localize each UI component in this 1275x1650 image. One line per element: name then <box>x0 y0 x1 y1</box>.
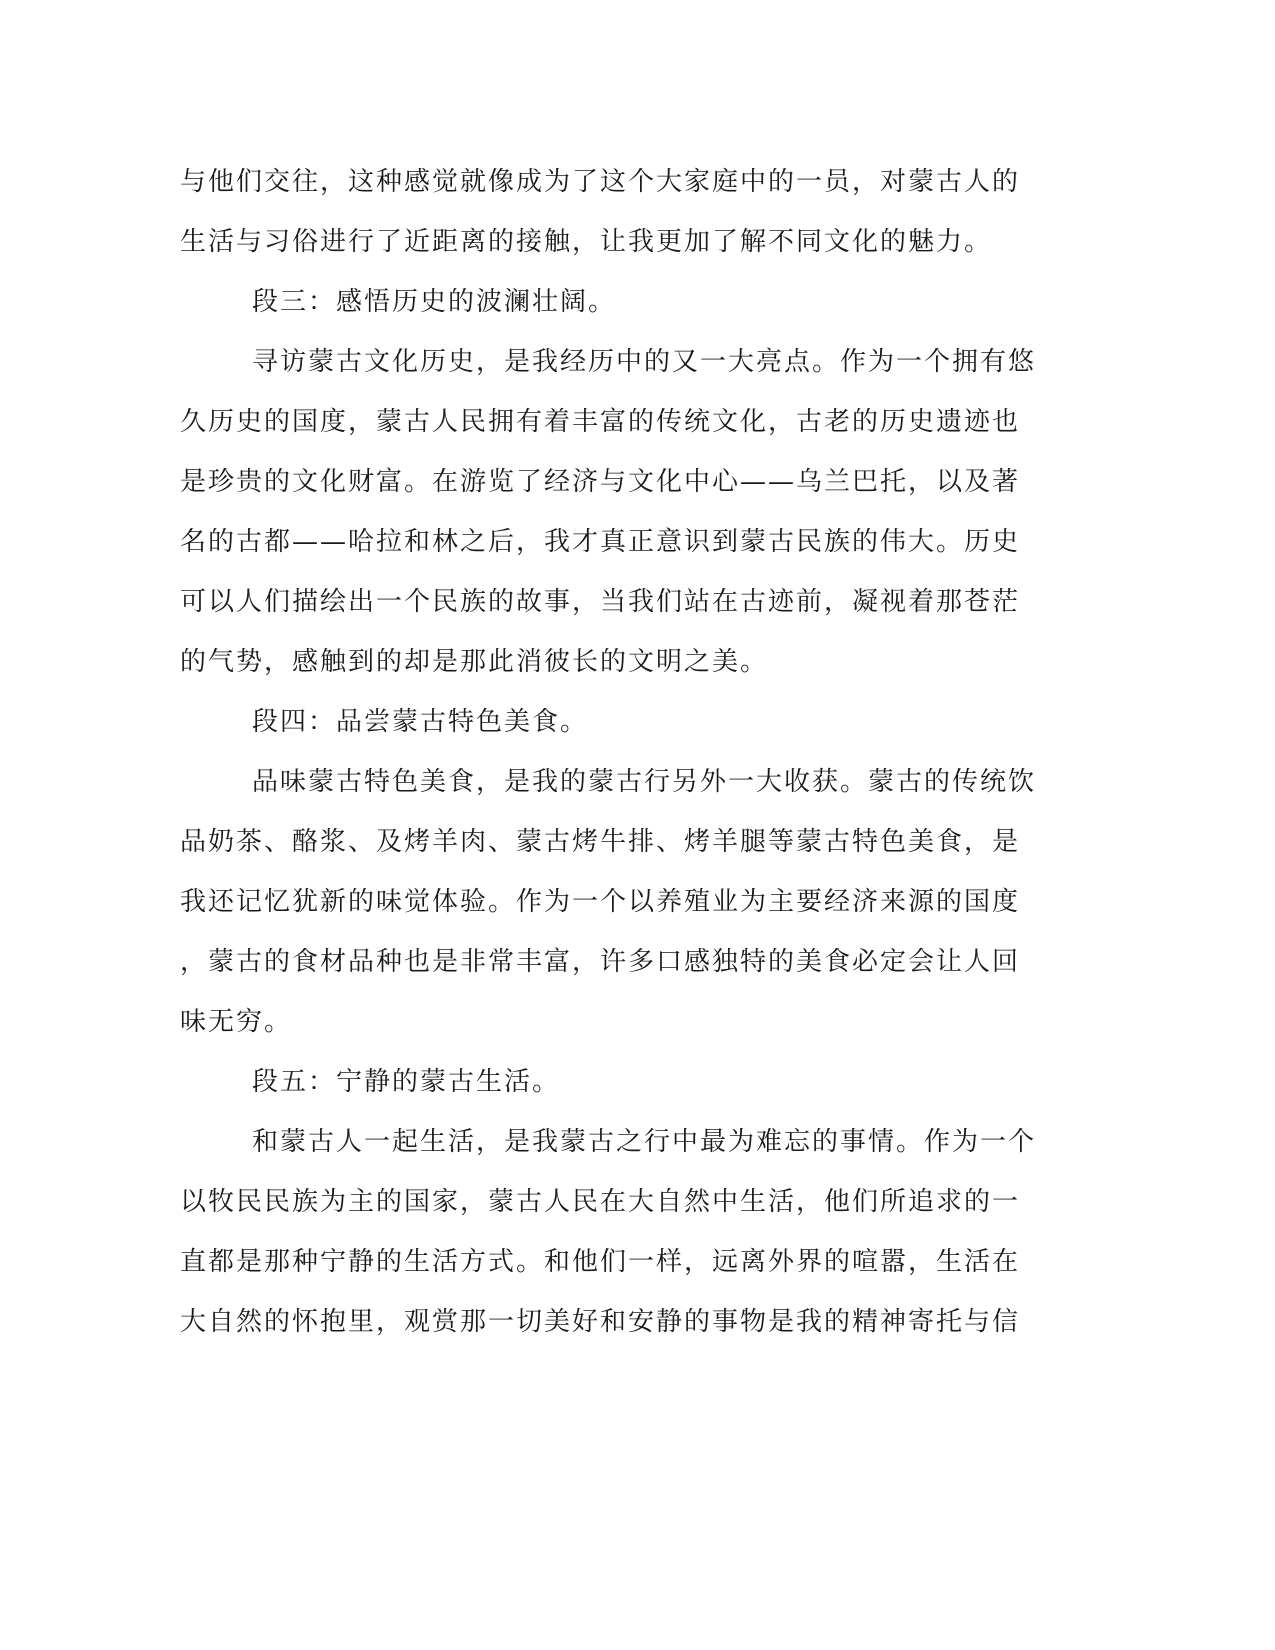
text-line: 直都是那种宁静的生活方式。和他们一样，远离外界的喧嚣，生活在 <box>180 1247 1021 1277</box>
section-heading: 段四：品尝蒙古特色美食。 <box>252 707 589 737</box>
text-line: 寻访蒙古文化历史，是我经历中的又一大亮点。作为一个拥有悠 <box>252 347 1037 377</box>
text-line: 久历史的国度，蒙古人民拥有着丰富的传统文化，古老的历史遗迹也 <box>180 407 1021 437</box>
document-body <box>180 152 1040 1352</box>
text-line: 可以人们描绘出一个民族的故事，当我们站在古迹前，凝视着那苍茫 <box>180 587 1021 617</box>
text-line: 和蒙古人一起生活，是我蒙古之行中最为难忘的事情。作为一个 <box>252 1127 1037 1157</box>
text-line: 品奶茶、酪浆、及烤羊肉、蒙古烤牛排、烤羊腿等蒙古特色美食，是 <box>180 827 1021 857</box>
text-line: 大自然的怀抱里，观赏那一切美好和安静的事物是我的精神寄托与信 <box>180 1307 1021 1337</box>
text-line: 与他们交往，这种感觉就像成为了这个大家庭中的一员，对蒙古人的 <box>180 167 1021 197</box>
text-line: 的气势，感触到的却是那此消彼长的文明之美。 <box>180 647 769 677</box>
section-heading: 段三：感悟历史的波澜壮阔。 <box>252 287 617 317</box>
text-line: 我还记忆犹新的味觉体验。作为一个以养殖业为主要经济来源的国度 <box>180 887 1021 917</box>
text-line: 生活与习俗进行了近距离的接触，让我更加了解不同文化的魅力。 <box>180 227 993 257</box>
section-heading: 段五：宁静的蒙古生活。 <box>252 1067 561 1097</box>
text-line: 名的古都——哈拉和林之后，我才真正意识到蒙古民族的伟大。历史 <box>180 527 1021 557</box>
text-line: 是珍贵的文化财富。在游览了经济与文化中心——乌兰巴托，以及著 <box>180 467 1021 497</box>
text-line: 品味蒙古特色美食，是我的蒙古行另外一大收获。蒙古的传统饮 <box>252 767 1037 797</box>
text-line: 以牧民民族为主的国家，蒙古人民在大自然中生活，他们所追求的一 <box>180 1187 1021 1217</box>
text-line: 味无穷。 <box>180 1007 293 1037</box>
text-line: ，蒙古的食材品种也是非常丰富，许多口感独特的美食必定会让人回 <box>180 947 1021 977</box>
